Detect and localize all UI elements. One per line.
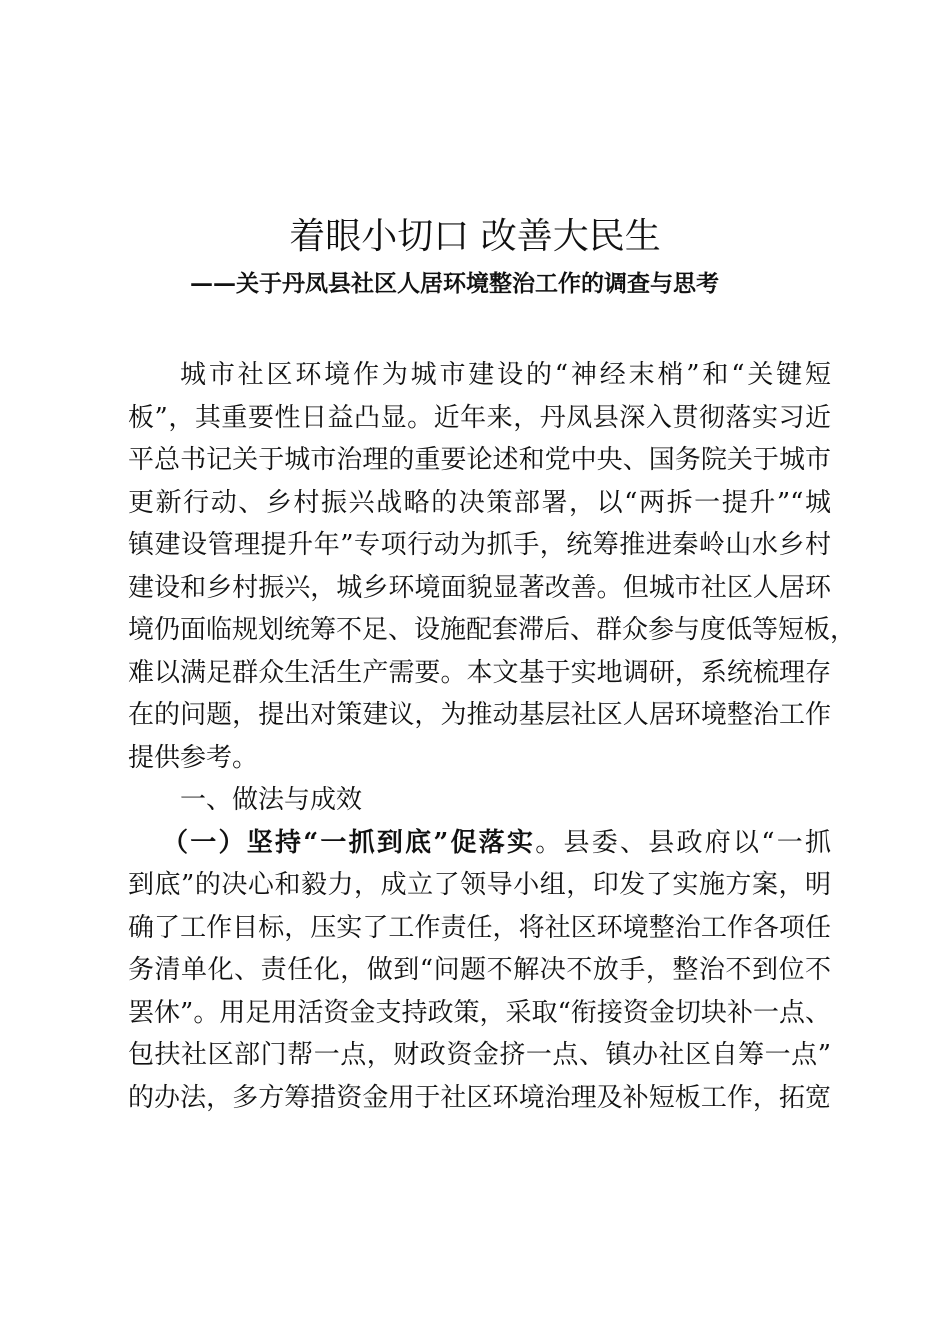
paragraph-line: 罢休”。用足用活资金支持政策，采取“衔接资金切块补一点、: [128, 997, 831, 1028]
paragraph-line: 城市社区环境作为城市建设的“神经末梢”和“关键短: [180, 360, 831, 390]
paragraph-line: 境仍面临规划统筹不足、设施配套滞后、群众参与度低等短板，: [128, 615, 857, 645]
paragraph-line: 更新行动、乡村振兴战略的决策部署，以“两拆一提升”“城: [128, 487, 831, 518]
paragraph-line: 的办法，多方筹措资金用于社区环境治理及补短板工作，拓宽: [128, 1082, 831, 1113]
paragraph-line: 难以满足群众生活生产需要。本文基于实地调研，系统梳理存: [128, 657, 831, 688]
paragraph-line: 平总书记关于城市治理的重要论述和党中央、国务院关于城市: [128, 445, 831, 475]
paragraph-line: 提供参考。: [128, 742, 259, 773]
section-heading: 一、做法与成效: [180, 785, 363, 815]
paragraph-line: 务清单化、责任化，做到“问题不解决不放手，整治不到位不: [128, 955, 831, 985]
paragraph-line: 到底”的决心和毅力，成立了领导小组，印发了实施方案，明: [128, 870, 831, 900]
paragraph-text: 。县委、县政府以“一抓: [535, 827, 831, 858]
paragraph-line: 确了工作目标，压实了工作责任，将社区环境整治工作各项任: [128, 912, 831, 943]
subsection-heading-line: [128, 822, 831, 865]
paragraph-line: 板”，其重要性日益凸显。近年来，丹凤县深入贯彻落实习近: [128, 402, 831, 433]
paragraph-line: 建设和乡村振兴，城乡环境面貌显著改善。但城市社区人居环: [128, 572, 831, 603]
paragraph-line: 包扶社区部门帮一点，财政资金挤一点、镇办社区自筹一点”: [128, 1040, 831, 1070]
document-subtitle: ——关于丹凤县社区人居环境整治工作的调查与思考: [190, 270, 719, 297]
paragraph-line: 镇建设管理提升年”专项行动为抓手，统筹推进秦岭山水乡村: [128, 530, 831, 560]
document-title: 着眼小切口 改善大民生: [289, 216, 661, 257]
document-body: [128, 354, 857, 1119]
subsection-heading: （一）坚持“一抓到底”促落实: [162, 827, 536, 858]
paragraph-line: 在的问题，提出对策建议，为推动基层社区人居环境整治工作: [128, 700, 831, 730]
